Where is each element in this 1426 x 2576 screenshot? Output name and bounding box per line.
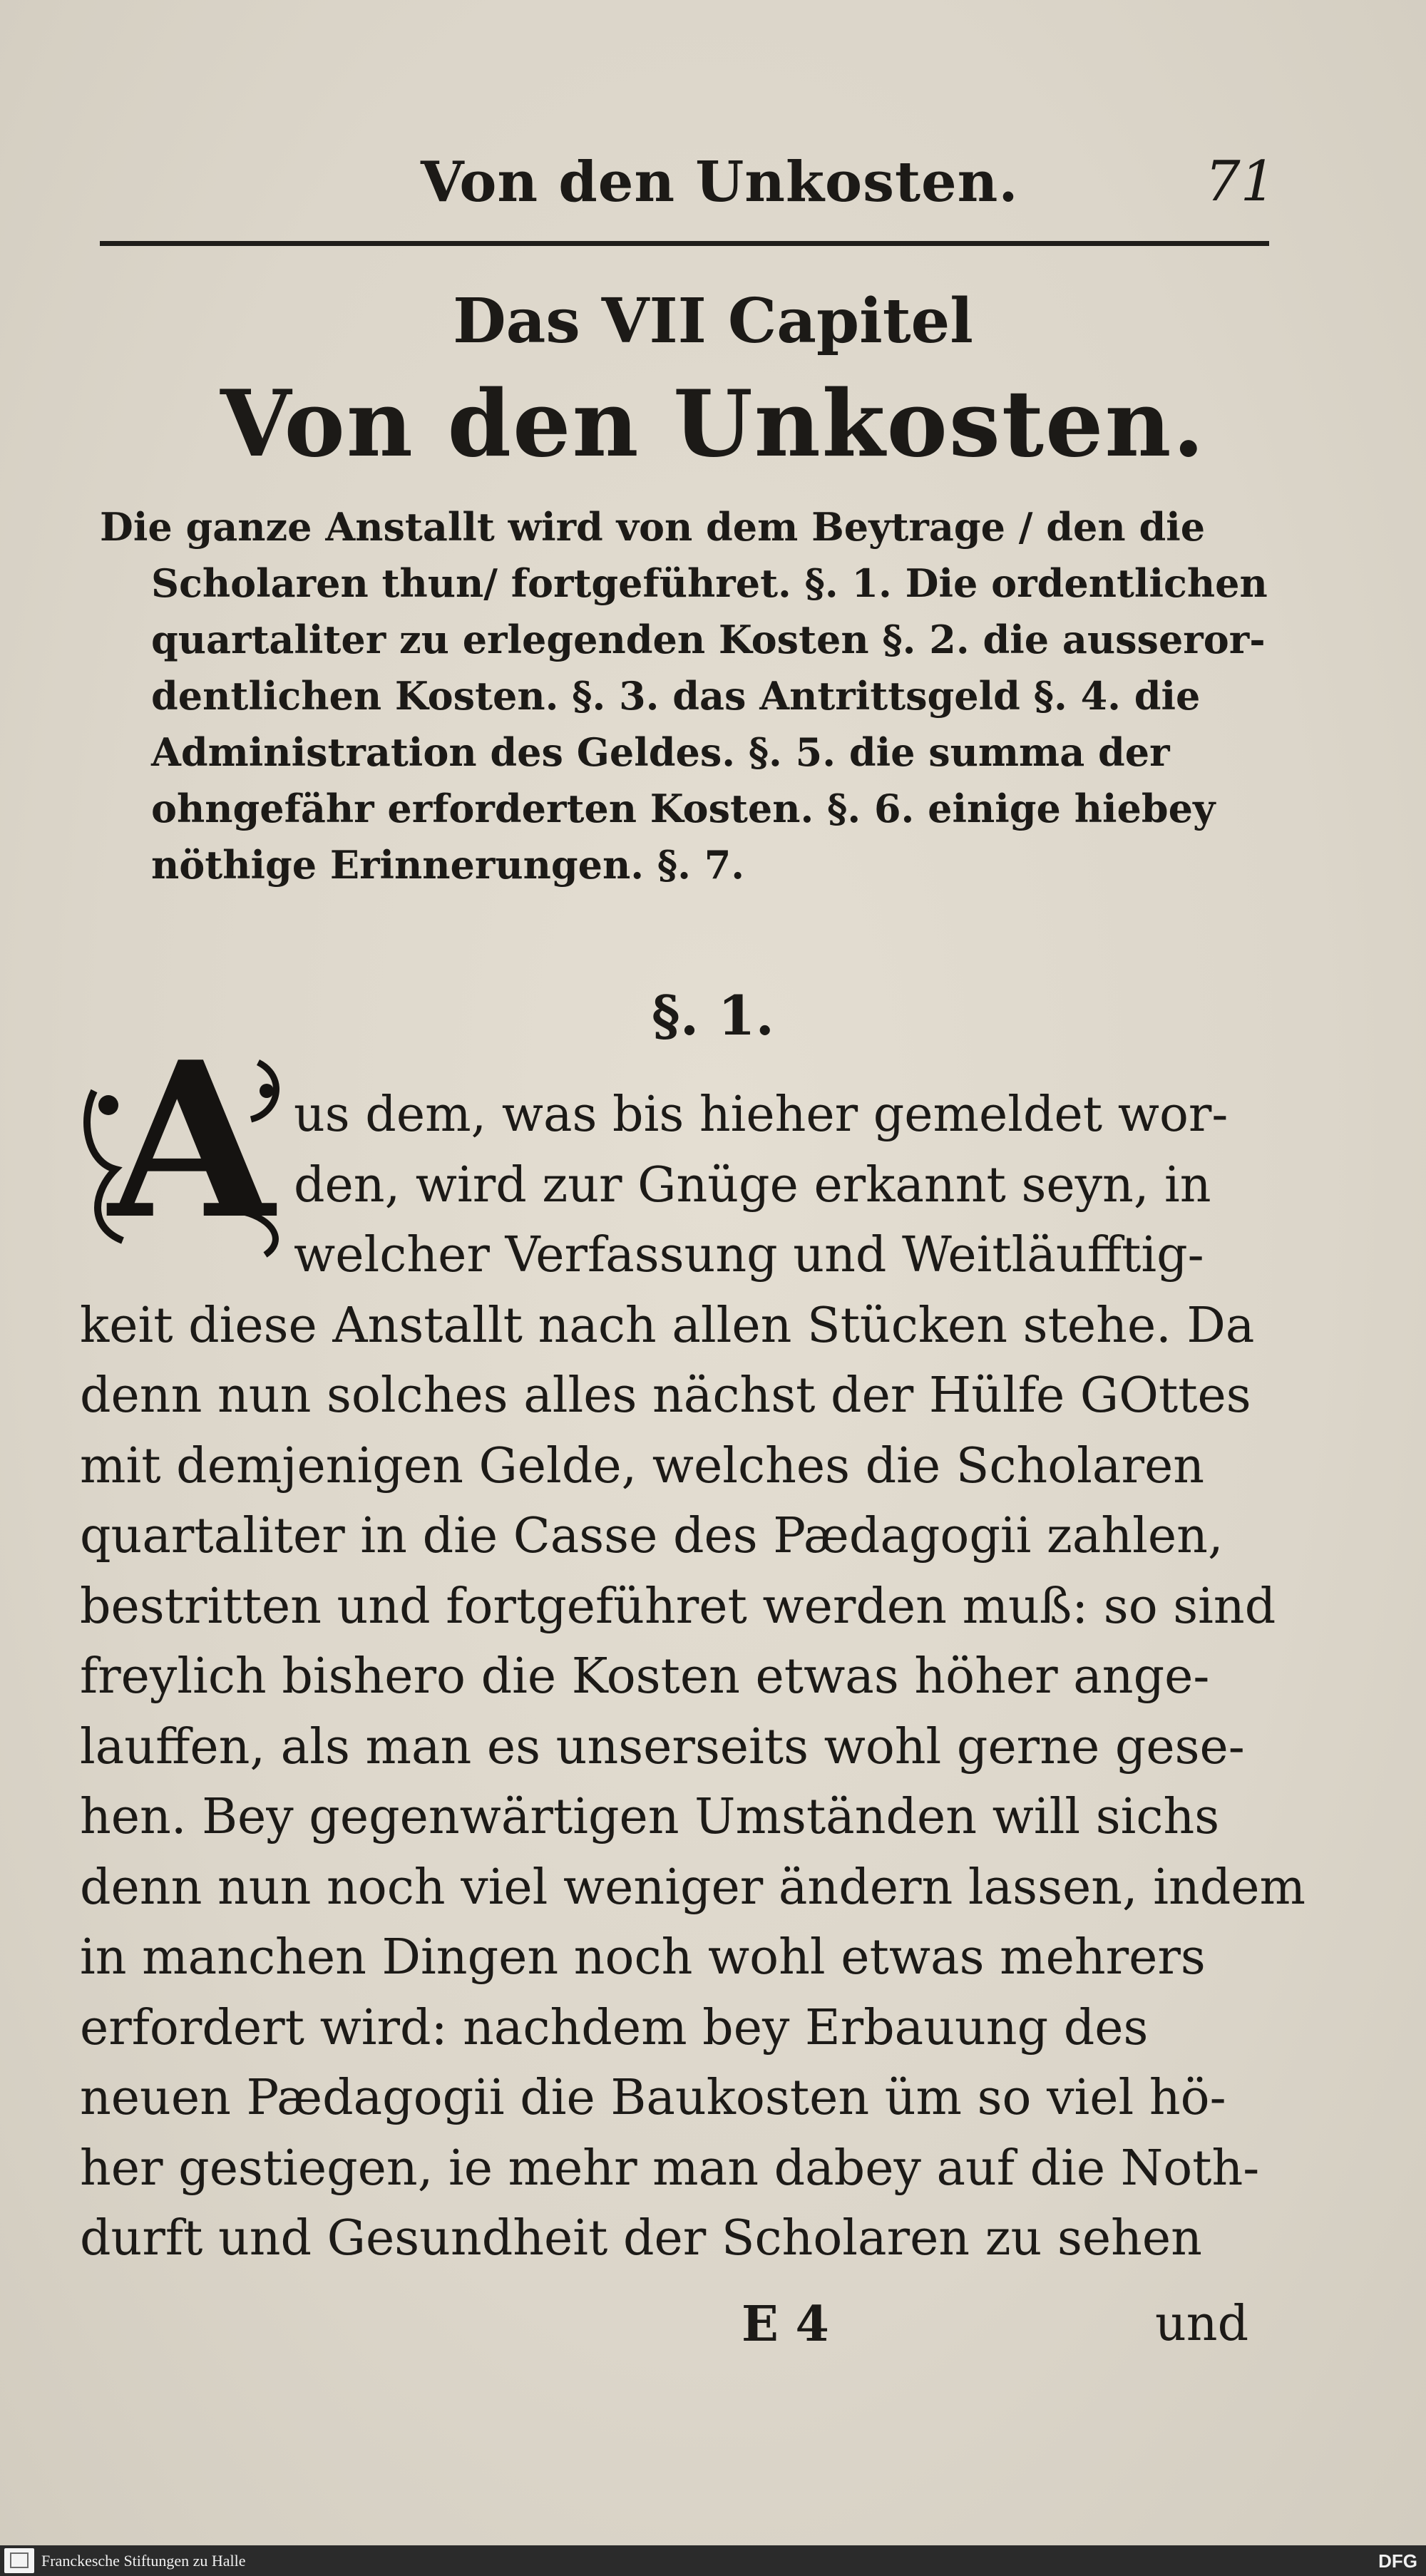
chapter-label: Das VII Capitel [453,285,973,357]
body-line: lauffen, als man es unserseits wohl gerne gese- [80,1718,1245,1775]
drop-cap-letter: A [108,1015,275,1266]
page-footer [0,2296,1426,2367]
viewer-footer-bar [0,2545,1426,2576]
summary-line: quartaliter zu erlegenden Kosten §. 2. die ausseror- [151,617,1266,662]
summary-line: Administration des Geldes. §. 5. die summa der [151,729,1170,775]
page-number: 71 [1205,150,1276,214]
summary-line: Scholaren thun/ fortgeführet. §. 1. Die ordentlichen [151,560,1268,606]
body-line: den, wird zur Gnüge erkannt seyn, in [294,1156,1211,1213]
catchword: und [1155,2296,1249,2352]
body-line: mit demjenigen Gelde, welches die Scholaren [80,1437,1204,1494]
chapter-summary [100,499,1269,893]
owner-credit: Franckesche Stiftungen zu Halle [41,2552,246,2570]
signature-mark: E 4 [742,2296,829,2353]
body-line: keit diese Anstallt nach allen Stücken stehe. Da [80,1297,1255,1354]
summary-line: dentlichen Kosten. §. 3. das Antrittsgeld §. 4. die [151,673,1201,719]
body-line: us dem, was bis hieher gemeldet wor- [294,1087,1228,1143]
section-mark: §. 1. [651,984,774,1047]
running-head-title: Von den Unkosten. [421,150,1019,215]
body-line: durft und Gesundheit der Scholaren zu sehen [80,2210,1202,2267]
summary-line: nöthige Erinnerungen. §. 7. [151,842,745,888]
body-text [80,1080,1306,2274]
body-line: hen. Bey gegenwärtigen Umständen will sichs [80,1789,1220,1845]
body-line: welcher Verfassung und Weitläufftig- [294,1227,1204,1283]
body-line: in manchen Dingen noch wohl etwas mehrers [80,1929,1206,1986]
summary-line: Die ganze Anstallt wird von dem Beytrage / den die [100,504,1206,550]
body-line: freylich bishero die Kosten etwas höher ange- [80,1648,1210,1705]
body-line: quartaliter in die Casse des Pædagogii zahlen, [80,1508,1224,1564]
body-line: her gestiegen, ie mehr man dabey auf die Noth- [80,2140,1260,2197]
summary-line: ohngefähr erforderten Kosten. §. 6. einige hiebey [151,786,1216,831]
body-line: bestritten und fortgeführet werden muß: so sind [80,1578,1276,1635]
body-line: neuen Pædagogii die Baukosten üm so viel hö- [80,2070,1226,2126]
institution-logo-icon[interactable] [4,2548,34,2573]
body-line: denn nun noch viel weniger ändern lassen, indem [80,1859,1306,1916]
body-line: denn nun solches alles nächst der Hülfe GOttes [80,1367,1251,1424]
body-line: erfordert wird: nachdem bey Erbauung des [80,1999,1149,2056]
header-rule [100,241,1269,246]
chapter-title: Von den Unkosten. [220,371,1206,478]
dfg-logo: DFG [1378,2550,1417,2572]
